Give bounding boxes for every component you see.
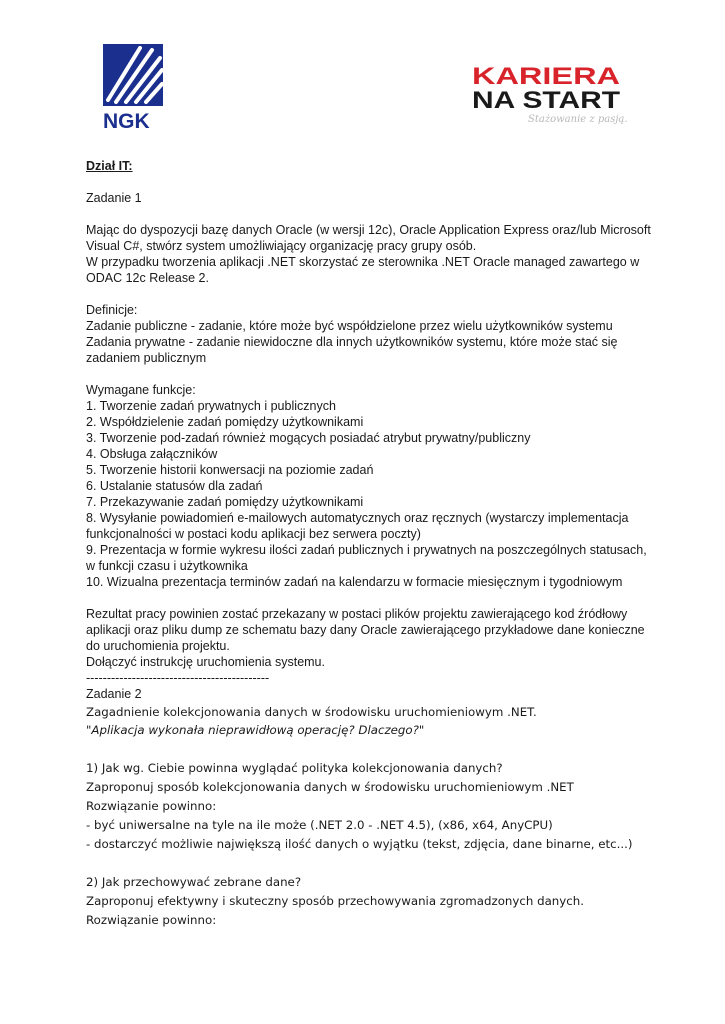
question1-line: - dostarczyć możliwie największą ilość danych o wyjątku (tekst, zdjęcia, dane binarne, etc...) bbox=[86, 837, 633, 851]
definition-line: zadaniem publicznym bbox=[86, 351, 207, 365]
kariera-logo-line1: KARIERA bbox=[472, 63, 620, 90]
function-item: 8. Wysyłanie powiadomień e-mailowych automatycznych oraz ręcznych (wystarczy implementacja bbox=[86, 511, 629, 525]
task1-intro-line: W przypadku tworzenia aplikacji .NET skorzystać ze sterownika .NET Oracle managed zawartego w bbox=[86, 255, 640, 269]
result-paragraph bbox=[86, 606, 646, 670]
definitions-title: Definicje: bbox=[86, 303, 138, 317]
function-item: 6. Ustalanie statusów dla zadań bbox=[86, 479, 263, 493]
function-item: 1. Tworzenie zadań prywatnych i publicznych bbox=[86, 399, 336, 413]
question1 bbox=[86, 760, 646, 852]
task1-intro-line: ODAC 12c Release 2. bbox=[86, 271, 209, 285]
task2-quote: "Aplikacja wykonała nieprawidłową operację? Dlaczego?" bbox=[86, 723, 425, 737]
question2-line: Zaproponuj efektywny i skuteczny sposób przechowywania zgromadzonych danych. bbox=[86, 894, 584, 908]
function-item: 7. Przekazywanie zadań pomiędzy użytkownikami bbox=[86, 495, 364, 509]
document-body bbox=[86, 158, 651, 931]
question1-line: Zaproponuj sposób kolekcjonowania danych w środowisku uruchomieniowym .NET bbox=[86, 780, 574, 794]
result-line: aplikacji oraz pliku dump ze schematu bazy dany Oracle zawierającego przykładowe dane konieczne bbox=[86, 623, 645, 637]
task1-intro bbox=[86, 222, 651, 286]
task1-intro-line: Mając do dyspozycji bazę danych Oracle (w wersji 12c), Oracle Application Express oraz/lub Microsoft bbox=[86, 223, 651, 237]
result-line: Dołączyć instrukcję uruchomienia systemu. bbox=[86, 655, 325, 669]
function-item: 3. Tworzenie pod-zadań również mogących posiadać atrybut prywatny/publiczny bbox=[86, 431, 531, 445]
question2-line: 2) Jak przechowywać zebrane dane? bbox=[86, 875, 302, 889]
function-item: 10. Wizualna prezentacja terminów zadań na kalendarzu w formacie miesięcznym i tygodniowym bbox=[86, 575, 623, 589]
question2 bbox=[86, 874, 646, 928]
task2-subject: Zagadnienie kolekcjonowania danych w środowisku uruchomieniowym .NET. bbox=[86, 705, 537, 719]
function-item: 4. Obsługa załączników bbox=[86, 447, 218, 461]
kariera-logo-line2: NA START bbox=[472, 87, 621, 114]
definitions-list bbox=[86, 318, 646, 366]
question1-line: 1) Jak wg. Ciebie powinna wyglądać polityka kolekcjonowania danych? bbox=[86, 761, 503, 775]
result-line: Rezultat pracy powinien zostać przekazany w postaci plików projektu zawierającego kod źródłowy bbox=[86, 607, 628, 621]
result-line: do uruchomienia projektu. bbox=[86, 639, 230, 653]
definition-line: Zadania prywatne - zadanie niewidoczne dla innych użytkowników systemu, które może stać się bbox=[86, 335, 618, 349]
department-title: Dział IT: bbox=[86, 159, 133, 173]
ngk-logo-text: NGK bbox=[103, 110, 150, 132]
task1-title: Zadanie 1 bbox=[86, 191, 142, 205]
separator-line: -------------------------------------------- bbox=[86, 671, 270, 685]
question1-line: - być uniwersalne na tyle na ile może (.NET 2.0 - .NET 4.5), (x86, x64, AnyCPU) bbox=[86, 818, 553, 832]
function-item: 2. Współdzielenie zadań pomiędzy użytkownikami bbox=[86, 415, 364, 429]
task1-intro-line: Visual C#, stwórz system umożliwiający organizację pracy grupy osób. bbox=[86, 239, 477, 253]
ngk-logo bbox=[100, 40, 180, 132]
question2-line: Rozwiązanie powinno: bbox=[86, 913, 217, 927]
function-item: w funkcji czasu i użytkownika bbox=[86, 559, 248, 573]
definition-line: Zadanie publiczne - zadanie, które może być współdzielone przez wielu użytkowników systemu bbox=[86, 319, 613, 333]
task2-title: Zadanie 2 bbox=[86, 687, 142, 701]
question1-line: Rozwiązanie powinno: bbox=[86, 799, 217, 813]
kariera-na-start-logo bbox=[470, 60, 645, 126]
kariera-logo-tagline: Stażowanie z pasją. bbox=[528, 114, 628, 125]
functions-title: Wymagane funkcje: bbox=[86, 383, 196, 397]
functions-list bbox=[86, 398, 646, 590]
function-item: 9. Prezentacja w formie wykresu ilości zadań publicznych i prywatnych na poszczególnych statusach, bbox=[86, 543, 647, 557]
function-item: 5. Tworzenie historii konwersacji na poziomie zadań bbox=[86, 463, 374, 477]
function-item: funkcjonalności w postaci kodu aplikacji bez serwera poczty) bbox=[86, 527, 421, 541]
